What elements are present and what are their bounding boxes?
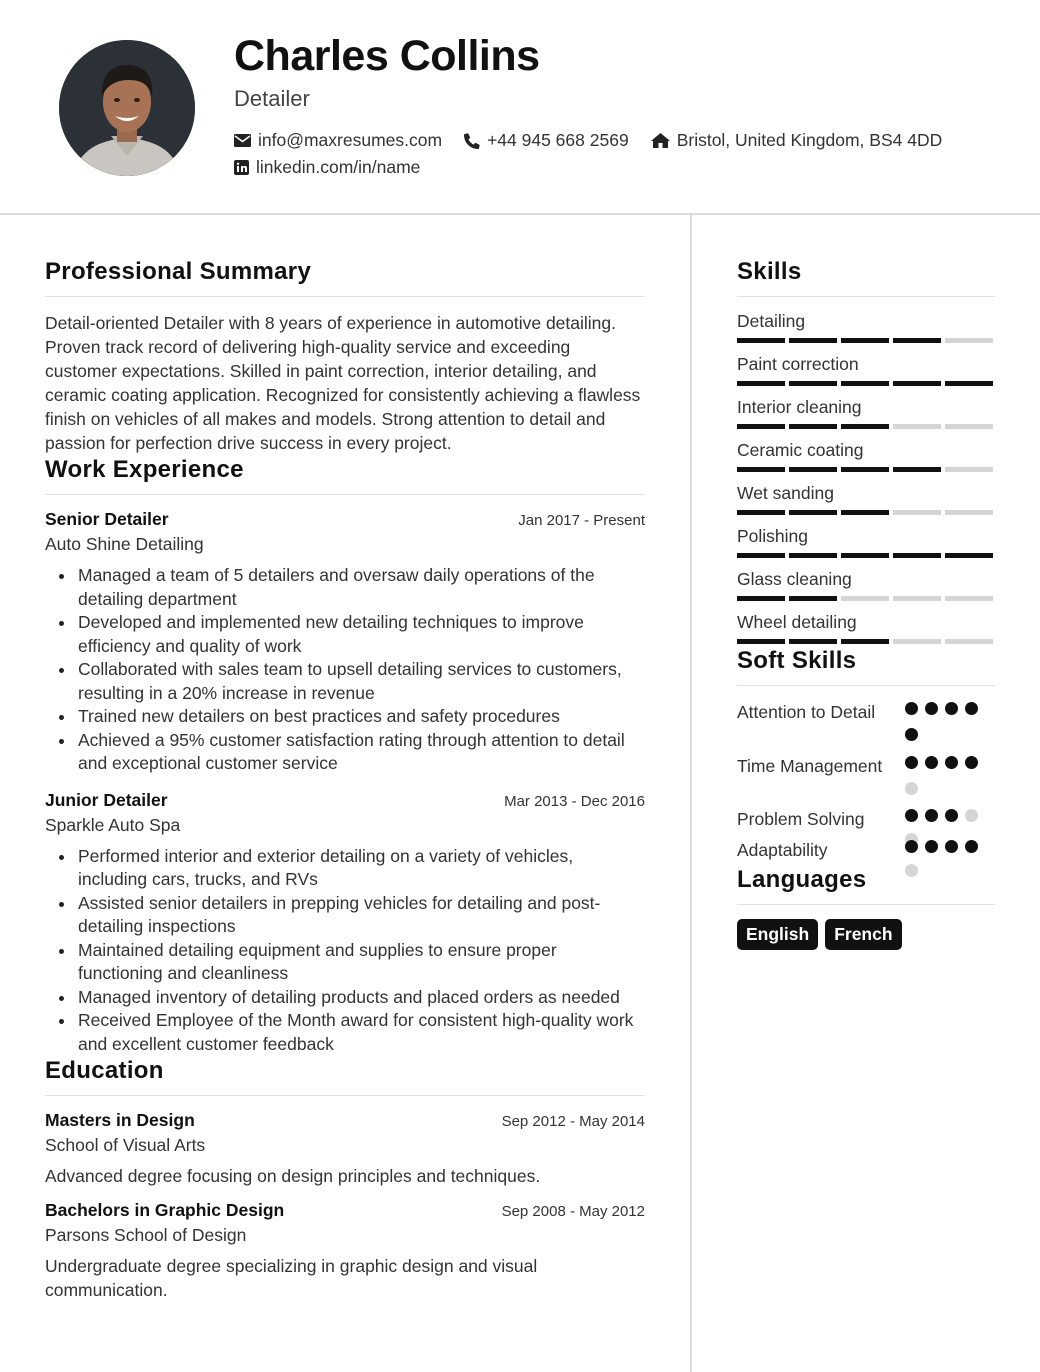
envelope-icon (234, 134, 251, 147)
skill-level-bar (737, 639, 995, 644)
email-text: info@maxresumes.com (258, 130, 443, 150)
skill-level-segment (841, 381, 889, 386)
phone-icon (464, 133, 480, 149)
contact-row-2 (234, 157, 442, 178)
rating-dot (965, 840, 978, 853)
rating-dot (965, 756, 978, 769)
skill-item (737, 311, 995, 354)
skill-name: Wet sanding (737, 483, 834, 503)
skill-level-segment (789, 467, 837, 472)
skill-level-segment (737, 553, 785, 558)
soft-skill-rating (905, 807, 985, 838)
job-entry (45, 509, 645, 776)
skills-list (737, 311, 995, 655)
location-text: Bristol, United Kingdom, BS4 4DD (676, 130, 943, 150)
skill-item (737, 397, 995, 440)
soft-skill-item (737, 754, 995, 807)
soft-skills-list (737, 700, 995, 876)
job-company: Sparkle Auto Spa (45, 814, 181, 835)
section-rule (737, 296, 995, 297)
job-bullets (45, 564, 645, 776)
skill-level-segment (893, 510, 941, 515)
candidate-title: Detailer (234, 86, 310, 111)
skill-level-bar (737, 424, 995, 429)
bullet-item: Assisted senior detailers in prepping vehicles for detailing and post-detailing inspections (78, 892, 645, 939)
rating-dot (945, 840, 958, 853)
education-entry (45, 1110, 645, 1188)
skill-name: Detailing (737, 311, 806, 331)
contact-row (234, 130, 964, 151)
rating-dot (925, 809, 938, 822)
skill-level-segment (737, 510, 785, 515)
rating-dot (905, 809, 918, 822)
soft-skill-rating (905, 838, 985, 876)
contact-linkedin[interactable] (234, 157, 420, 178)
job-company: Auto Shine Detailing (45, 534, 204, 554)
skill-item (737, 526, 995, 569)
education-description: Undergraduate degree specializing in graphic design and visual communication. (45, 1256, 538, 1300)
school-name: Parsons School of Design (45, 1225, 247, 1245)
rating-dot (925, 702, 938, 715)
skill-name: Glass cleaning (737, 569, 852, 589)
skill-level-segment (945, 381, 993, 386)
skill-level-segment (893, 338, 941, 343)
skill-level-segment (945, 424, 993, 429)
degree-title: Bachelors in Graphic Design (45, 1200, 285, 1220)
skill-level-segment (737, 467, 785, 472)
resume-header (0, 0, 1040, 215)
contact-location (651, 130, 943, 151)
skill-name: Ceramic coating (737, 440, 864, 460)
section-rule (45, 494, 645, 495)
skill-item (737, 354, 995, 397)
rating-dot (945, 809, 958, 822)
skill-level-segment (789, 381, 837, 386)
skill-level-segment (737, 596, 785, 601)
skill-level-bar (737, 596, 995, 601)
skill-level-segment (789, 510, 837, 515)
job-entry (45, 790, 645, 1057)
skills-heading: Skills (737, 258, 802, 285)
skill-level-segment (893, 639, 941, 644)
education-heading: Education (45, 1057, 164, 1084)
education-description: Advanced degree focusing on design principles and techniques. (45, 1166, 541, 1186)
job-dates: Jan 2017 - Present (518, 512, 645, 529)
job-title: Senior Detailer (45, 509, 169, 529)
soft-skill-name: Problem Solving (737, 809, 865, 829)
skill-level-segment (737, 424, 785, 429)
skill-name: Paint correction (737, 354, 859, 374)
soft-skills-heading: Soft Skills (737, 647, 857, 674)
soft-skill-name: Time Management (737, 756, 883, 776)
summary-heading: Professional Summary (45, 258, 312, 285)
rating-dot (905, 756, 918, 769)
soft-skill-name: Attention to Detail (737, 702, 876, 722)
skill-level-segment (945, 639, 993, 644)
rating-dot (945, 702, 958, 715)
skill-level-segment (789, 553, 837, 558)
skill-level-segment (841, 553, 889, 558)
contact-email[interactable] (234, 130, 442, 151)
main-column (45, 258, 645, 1302)
skill-level-bar (737, 381, 995, 386)
bullet-item: Maintained detailing equipment and supplies to ensure proper functioning and cleanliness (78, 939, 645, 986)
skill-level-segment (893, 596, 941, 601)
bullet-item: Received Employee of the Month award for consistent high-quality work and excellent customer feedback (78, 1009, 645, 1056)
skill-level-segment (893, 424, 941, 429)
bullet-item: Achieved a 95% customer satisfaction rating through attention to detail and exceptional customer service (78, 729, 645, 776)
skill-level-bar (737, 553, 995, 558)
phone-text: +44 945 668 2569 (487, 130, 629, 150)
rating-dot (905, 702, 918, 715)
rating-dot (905, 864, 918, 877)
bullet-item: Managed a team of 5 detailers and oversaw daily operations of the detailing department (78, 564, 645, 611)
rating-dot (905, 782, 918, 795)
soft-skill-item (737, 700, 995, 754)
column-divider (690, 215, 692, 1372)
linkedin-icon (234, 160, 249, 175)
languages-heading: Languages (737, 866, 867, 893)
skill-level-segment (945, 338, 993, 343)
skill-level-bar (737, 467, 995, 472)
skill-level-segment (789, 338, 837, 343)
section-rule (737, 685, 995, 686)
degree-title: Masters in Design (45, 1110, 195, 1130)
skill-level-segment (789, 639, 837, 644)
soft-skill-rating (905, 754, 985, 807)
language-tag: French (825, 919, 901, 950)
rating-dot (905, 840, 918, 853)
language-tag: English (737, 919, 818, 950)
job-title: Junior Detailer (45, 789, 168, 810)
skill-level-segment (789, 424, 837, 429)
section-rule (45, 296, 645, 297)
rating-dot (945, 756, 958, 769)
skill-item (737, 440, 995, 483)
rating-dot (925, 756, 938, 769)
skill-level-segment (789, 596, 837, 601)
skill-level-segment (945, 553, 993, 558)
bullet-item: Managed inventory of detailing products and placed orders as needed (78, 986, 645, 1010)
linkedin-text: linkedin.com/in/name (256, 157, 421, 177)
education-dates: Sep 2008 - May 2012 (501, 1203, 645, 1220)
skill-level-segment (893, 467, 941, 472)
rating-dot (965, 809, 978, 822)
skill-level-segment (945, 596, 993, 601)
skill-level-bar (737, 510, 995, 515)
rating-dot (905, 728, 918, 741)
profile-photo (59, 40, 195, 176)
soft-skill-name: Adaptability (737, 840, 828, 860)
skill-level-segment (893, 553, 941, 558)
skill-item (737, 569, 995, 612)
bullet-item: Trained new detailers on best practices and safety procedures (78, 705, 645, 729)
languages-list (737, 919, 995, 950)
bullet-item: Performed interior and exterior detailing on a variety of vehicles, including cars, trucks, and RVs (78, 845, 645, 892)
bullet-item: Developed and implemented new detailing techniques to improve efficiency and quality of work (78, 611, 645, 658)
skill-name: Polishing (737, 526, 809, 546)
soft-skill-rating (905, 700, 985, 754)
education-dates: Sep 2012 - May 2014 (501, 1113, 645, 1130)
skill-level-segment (841, 467, 889, 472)
skill-level-segment (841, 424, 889, 429)
school-name: School of Visual Arts (45, 1135, 206, 1155)
skill-level-segment (737, 381, 785, 386)
skill-level-segment (841, 596, 889, 601)
rating-dot (925, 840, 938, 853)
rating-dot (965, 702, 978, 715)
skill-level-segment (945, 467, 993, 472)
skill-level-segment (841, 639, 889, 644)
skill-level-segment (841, 510, 889, 515)
skill-name: Interior cleaning (737, 397, 862, 417)
education-entry (45, 1200, 645, 1302)
skill-level-segment (945, 510, 993, 515)
soft-skill-item (737, 807, 995, 838)
section-rule (45, 1095, 645, 1096)
contact-phone[interactable] (464, 130, 629, 151)
skill-level-segment (841, 338, 889, 343)
skill-name: Wheel detailing (737, 612, 857, 632)
skill-level-segment (893, 381, 941, 386)
section-rule (737, 904, 995, 905)
job-dates: Mar 2013 - Dec 2016 (504, 792, 645, 810)
skill-item (737, 483, 995, 526)
skill-level-segment (737, 639, 785, 644)
job-bullets (45, 845, 645, 1057)
experience-heading: Work Experience (45, 456, 244, 483)
bullet-item: Collaborated with sales team to upsell detailing services to customers, resulting in a 20% increase in revenue (78, 658, 645, 705)
skill-level-bar (737, 338, 995, 343)
summary-text: Detail-oriented Detailer with 8 years of experience in automotive detailing. Proven track record of delivering high-quality service and exceeding customer expectations. Skilled in paint correction, interior detailing, and ceramic coating application. Recognized for consistently achieving a flawless finish on vehicles of all makes and models. Strong attention to detail and passion for perfection drive success in every project. (45, 313, 641, 453)
sidebar-column (737, 258, 995, 950)
candidate-name: Charles Collins (234, 32, 540, 80)
skill-level-segment (737, 338, 785, 343)
home-icon (651, 133, 670, 148)
